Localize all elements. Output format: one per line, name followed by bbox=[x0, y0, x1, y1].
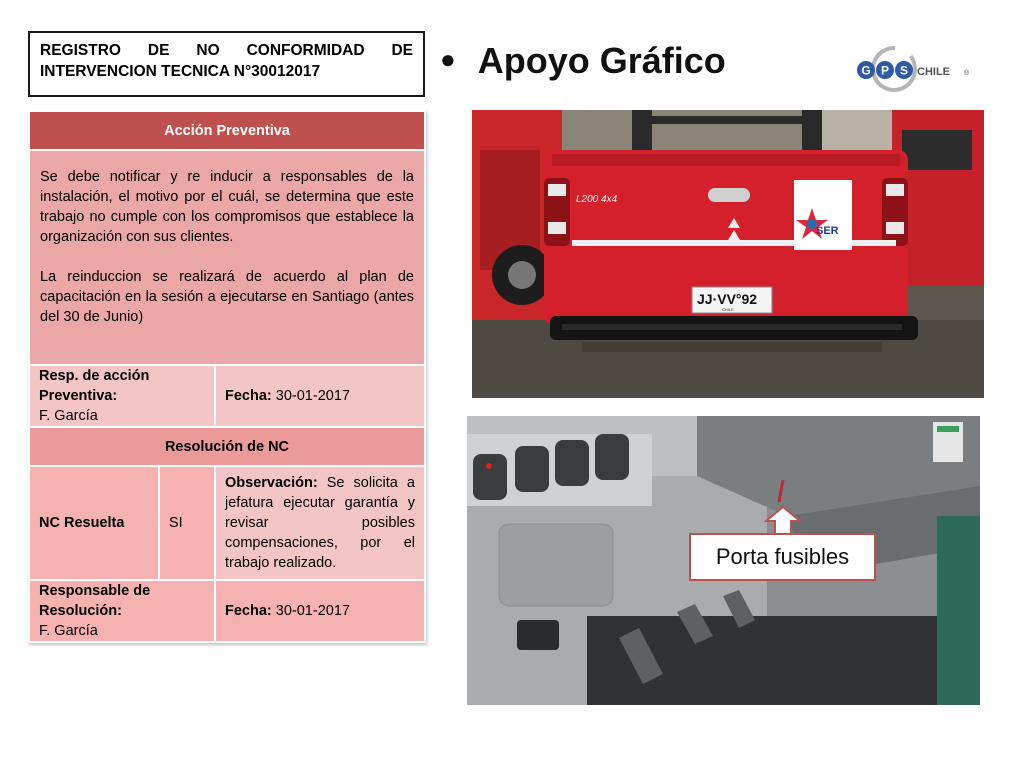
logo-letter-p: P bbox=[880, 63, 890, 78]
fecha-accion-cell bbox=[215, 365, 425, 427]
header-accion-preventiva: Acción Preventiva bbox=[29, 111, 425, 150]
nc-resuelta-label: NC Resuelta bbox=[29, 466, 159, 580]
nc-record-table bbox=[28, 110, 426, 643]
accion-preventiva-body bbox=[29, 150, 425, 365]
truck-model-badge: L200 4x4 bbox=[576, 194, 618, 205]
gps-chile-logo bbox=[856, 45, 974, 93]
fecha-accion-value: 30-01-2017 bbox=[271, 388, 350, 404]
resp-accion-value: F. García bbox=[39, 408, 98, 424]
up-arrow-icon bbox=[764, 505, 802, 535]
porta-fusibles-label: Porta fusibles bbox=[715, 544, 850, 569]
fecha-resolucion-label: Fecha: bbox=[225, 603, 272, 619]
resp-resolucion-label: Responsable de Resolución: bbox=[39, 583, 151, 619]
resp-accion-label: Resp. de acción Preventiva: bbox=[39, 368, 150, 404]
fecha-resolucion-value: 30-01-2017 bbox=[271, 603, 350, 619]
resp-accion-cell bbox=[29, 365, 215, 427]
record-title-box bbox=[28, 31, 425, 97]
observacion-text: Se solicita a jefatura ejecutar garantía y revisar posibles compensaciones, por el trabajo realizado. bbox=[225, 475, 415, 571]
header-resolucion-nc: Resolución de NC bbox=[29, 427, 425, 466]
logo-registered-mark: ® bbox=[964, 70, 970, 77]
nc-resuelta-value: SI bbox=[159, 466, 215, 580]
license-plate: JJ·VV°92 bbox=[697, 291, 758, 307]
slide-heading bbox=[440, 36, 726, 86]
fecha-accion-label: Fecha: bbox=[225, 388, 272, 404]
logo-letter-s: S bbox=[899, 63, 909, 78]
fecha-resolucion-cell bbox=[215, 580, 425, 642]
resp-resolucion-cell bbox=[29, 580, 215, 642]
license-plate-country: CHILE bbox=[722, 307, 734, 312]
porta-fusibles-callout bbox=[689, 533, 876, 581]
record-title-text: REGISTRO DE NO CONFORMIDAD DE INTERVENCION TECNICA N°30012017 bbox=[40, 42, 413, 80]
slide-heading-text: Apoyo Gráfico bbox=[477, 40, 726, 81]
logo-letter-g: G bbox=[861, 63, 871, 78]
body-paragraph-2: La reinduccion se realizará de acuerdo al plan de capacitación en la sesión a ejecutarse en Santiago (antes del 30 de Junio) bbox=[40, 269, 414, 325]
body-paragraph-1: Se debe notificar y re inducir a responsables de la instalación, el motivo por el cuál, se determina que este trabajo no cumple con los compromisos que establece la organización con sus clientes. bbox=[40, 169, 414, 245]
truck-rear-photo bbox=[472, 110, 984, 398]
observacion-cell bbox=[215, 466, 425, 580]
observacion-label: Observación: bbox=[225, 475, 318, 491]
ser-sticker-text: SER bbox=[816, 225, 839, 237]
bullet-icon: ● bbox=[440, 43, 456, 74]
resp-resolucion-value: F. García bbox=[39, 623, 98, 639]
logo-suffix: CHILE bbox=[917, 66, 950, 78]
